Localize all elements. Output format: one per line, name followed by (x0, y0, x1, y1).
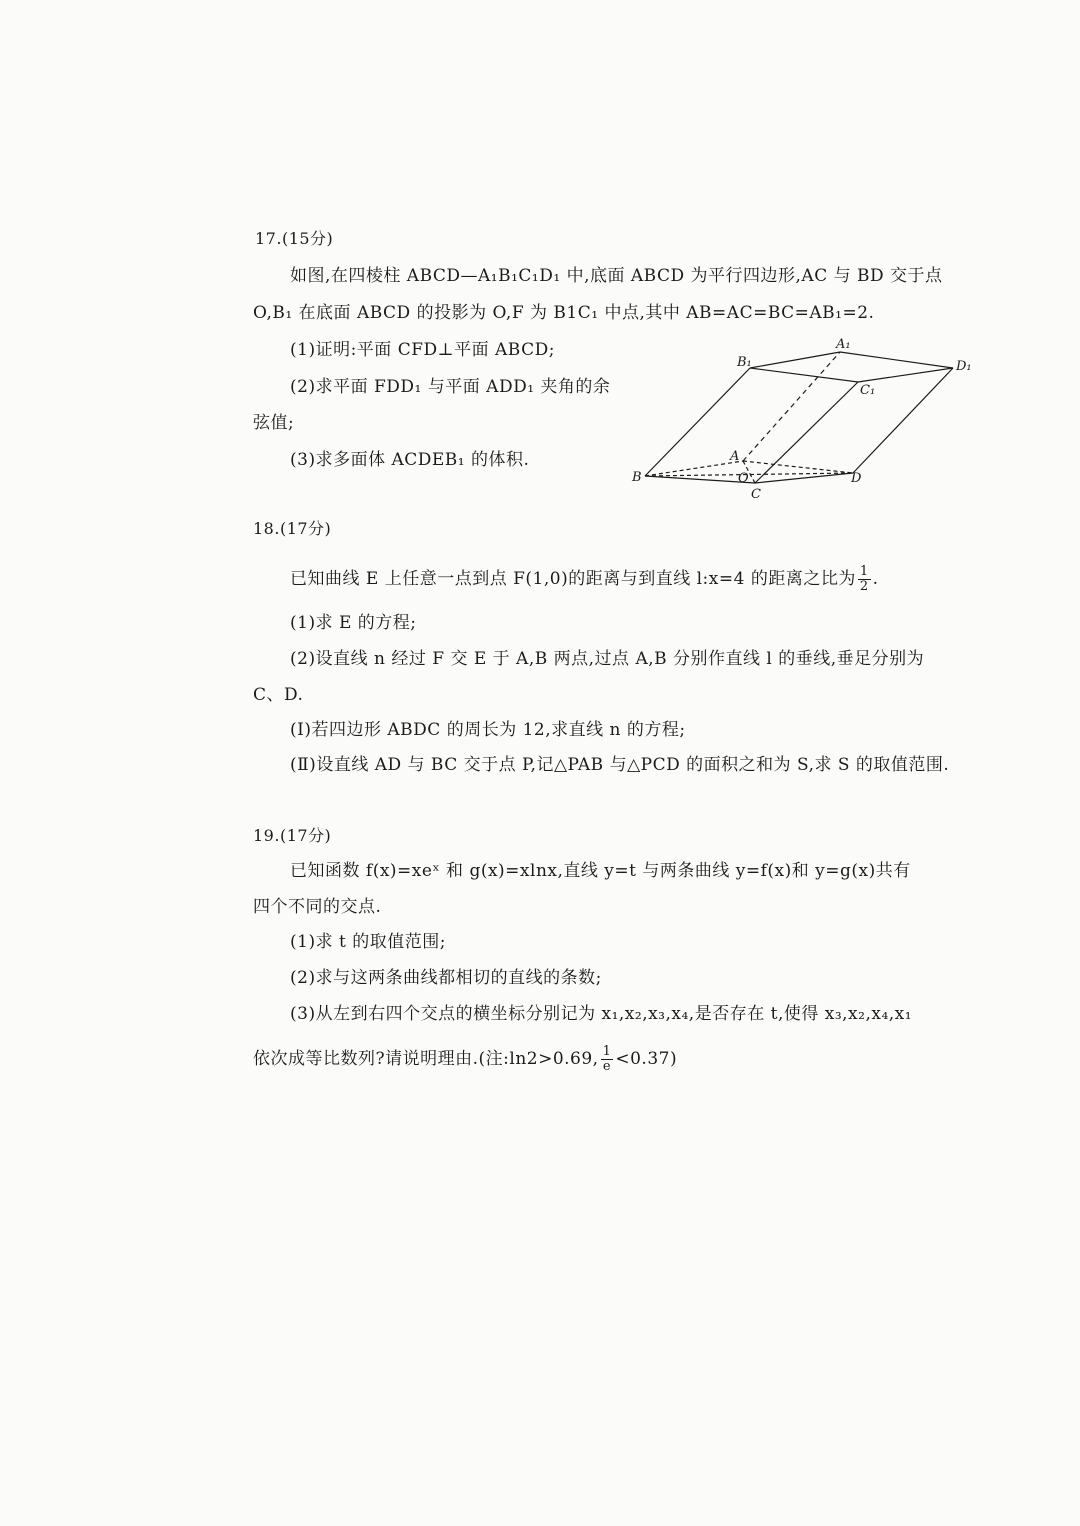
label-b1: B₁ (737, 355, 752, 370)
q19-header: 19.(17分) (253, 826, 332, 845)
q17-stem-line2: O,B₁ 在底面 ABCD 的投影为 O,F 为 B1C₁ 中点,其中 AB=AC=BC=AB₁=2. (253, 303, 875, 323)
label-d: D (851, 471, 862, 486)
q19-part3-b (253, 1045, 677, 1074)
label-c1: C₁ (860, 383, 876, 398)
q19-part3-a: (3)从左到右四个交点的横坐标分别记为 x₁,x₂,x₃,x₄,是否存在 t,使得 x₃,x₂,x₄,x₁ (290, 1004, 913, 1024)
diag-b-d (645, 473, 853, 476)
q18-part2-i: (Ⅰ)若四边形 ABDC 的周长为 12,求直线 n 的方程; (290, 720, 686, 740)
q18-fraction (858, 565, 871, 594)
q19-part1: (1)求 t 的取值范围; (290, 932, 446, 952)
edge-a-a1 (743, 352, 840, 461)
label-b: B (632, 470, 642, 485)
q18-frac-num: 1 (859, 564, 869, 579)
q19-part3-b-prefix: 依次成等比数列?请说明理由.(注:ln2>0.69, (253, 1049, 599, 1069)
q18-header: 18.(17分) (253, 519, 332, 538)
q19-frac-num: 1 (602, 1044, 612, 1059)
label-o: O (738, 471, 749, 486)
edge-b-a (645, 461, 743, 476)
q17-part3: (3)求多面体 ACDEB₁ 的体积. (290, 450, 530, 470)
label-a: A (730, 449, 740, 464)
q18-stem-suffix: . (872, 569, 879, 589)
q17-part2-a: (2)求平面 FDD₁ 与平面 ADD₁ 夹角的余 (290, 377, 611, 397)
edge-c1-b1 (750, 368, 858, 382)
label-d1: D₁ (956, 359, 972, 374)
q18-frac-den: 2 (859, 579, 869, 594)
q17-part1: (1)证明:平面 CFD⊥平面 ABCD; (290, 340, 555, 360)
q19-part2: (2)求与这两条曲线都相切的直线的条数; (290, 968, 602, 988)
q17-header: 17.(15分) (255, 229, 334, 248)
edge-c-d (755, 473, 853, 483)
prism-figure (620, 330, 980, 505)
q18-stem (290, 565, 879, 594)
q19-fraction (601, 1045, 614, 1074)
label-a1: A₁ (836, 337, 851, 352)
edge-a-d (743, 461, 853, 473)
edge-d1-c1 (858, 368, 953, 382)
label-c: C (751, 487, 761, 502)
q18-part2-a: (2)设直线 n 经过 F 交 E 于 A,B 两点,过点 A,B 分别作直线 l 的垂线,垂足分别为 (290, 649, 925, 669)
q17-stem-line1: 如图,在四棱柱 ABCD—A₁B₁C₁D₁ 中,底面 ABCD 为平行四边形,AC 与 BD 交于点 (290, 266, 943, 286)
q18-part1: (1)求 E 的方程; (290, 613, 417, 633)
q18-stem-prefix: 已知曲线 E 上任意一点到点 F(1,0)的距离与到直线 l:x=4 的距离之比为 (290, 569, 856, 589)
q19-part3-b-suffix: <0.37) (615, 1049, 678, 1069)
q17-part2-b: 弦值; (253, 413, 295, 433)
q19-frac-den: e (602, 1059, 612, 1074)
edge-b1-a1 (750, 352, 840, 368)
edge-a1-d1 (840, 352, 953, 368)
q18-part2-b: C、D. (253, 685, 304, 705)
q19-stem-line2: 四个不同的交点. (253, 897, 382, 917)
q19-stem-line1: 已知函数 f(x)=xeˣ 和 g(x)=xlnx,直线 y=t 与两条曲线 y=f(x)和 y=g(x)共有 (290, 861, 911, 881)
q18-part2-ii: (Ⅱ)设直线 AD 与 BC 交于点 P,记△PAB 与△PCD 的面积之和为 S,求 S 的取值范围. (290, 755, 950, 775)
